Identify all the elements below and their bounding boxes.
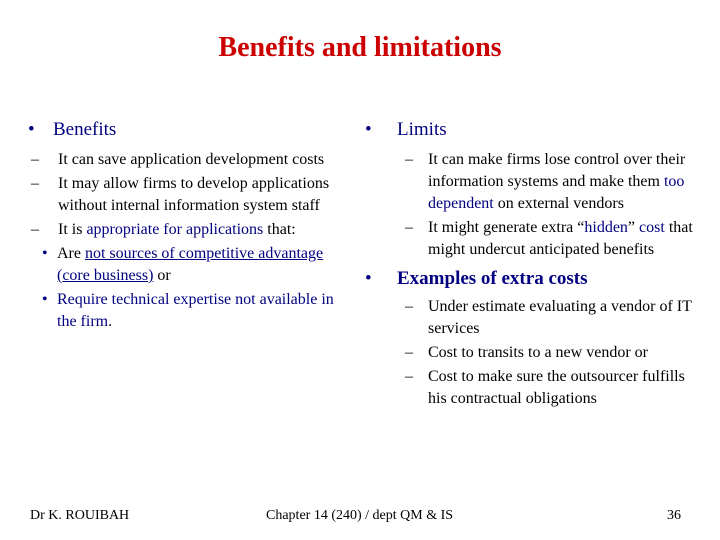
extra-cost-item-text: Under estimate evaluating a vendor of IT services	[428, 298, 692, 337]
benefit-item-text: It is	[58, 221, 87, 238]
dash-icon: –	[31, 221, 39, 238]
footer-chapter: Chapter 14 (240) / dept QM & IS	[266, 508, 454, 523]
extra-cost-item	[365, 342, 695, 364]
subitem-text: Are	[57, 245, 85, 262]
extra-cost-item	[365, 296, 695, 340]
limit-item-text: It can make firms lose control over their information systems and make them	[428, 151, 686, 190]
extra-cost-item-text: Cost to make sure the outsourcer fulfills his contractual obligations	[428, 368, 685, 407]
limits-heading	[365, 118, 695, 142]
benefit-item-text: It can save application development costs	[58, 151, 325, 168]
bullet-icon: •	[28, 119, 35, 140]
benefit-item-text: that:	[263, 221, 296, 238]
highlight-text: too dependent	[428, 173, 685, 212]
benefit-item-text: It may allow firms to develop applications without internal information system staff	[58, 175, 330, 214]
extra-cost-item	[365, 366, 695, 410]
benefit-item	[28, 219, 348, 241]
subitem-text: .	[108, 313, 113, 330]
limit-item	[365, 217, 695, 261]
slide-title: Benefits and limitations	[218, 32, 502, 63]
footer-author: Dr K. ROUIBAH	[30, 508, 130, 523]
dash-icon: –	[405, 368, 413, 385]
bullet-icon: •	[365, 119, 372, 140]
limits-heading-text: Limits	[397, 119, 447, 140]
page-number: 36	[667, 508, 681, 523]
extra-cost-item-text: Cost to transits to a new vendor or	[428, 344, 648, 361]
highlight-text: appropriate for applications	[86, 221, 264, 238]
limit-item-text: that might undercut anticipated benefits	[428, 219, 693, 258]
dash-icon: –	[31, 175, 39, 192]
highlight-text: hidden	[584, 219, 628, 236]
highlight-text: cost	[639, 219, 665, 236]
dash-icon: –	[405, 151, 413, 168]
dash-icon: –	[405, 298, 413, 315]
benefits-column	[28, 118, 348, 333]
limit-item-text: It might generate extra “	[428, 219, 585, 236]
highlight-text: Require technical expertise not available in the firm	[57, 291, 334, 330]
benefits-heading-text: Benefits	[53, 119, 117, 140]
dash-icon: –	[405, 219, 413, 236]
extra-costs-heading-text: Examples of extra costs	[397, 268, 588, 289]
underlined-highlight-text: not sources of competitive advantage (core business)	[57, 245, 324, 284]
extra-costs-heading	[365, 267, 695, 291]
bullet-icon: •	[365, 268, 372, 289]
benefit-item	[28, 149, 348, 171]
benefits-heading	[28, 118, 348, 142]
benefit-item	[28, 173, 348, 217]
subitem-text: or	[153, 267, 171, 284]
benefit-subitem	[0, 243, 348, 287]
bullet-icon: •	[42, 291, 48, 308]
dash-icon: –	[405, 344, 413, 361]
limit-item	[365, 149, 695, 215]
limit-item-text: ”	[627, 219, 640, 236]
dash-icon: –	[31, 151, 39, 168]
limits-column	[365, 118, 695, 410]
limit-item-text: on external vendors	[493, 195, 624, 212]
benefit-subitem	[0, 289, 348, 333]
bullet-icon: •	[42, 245, 48, 262]
